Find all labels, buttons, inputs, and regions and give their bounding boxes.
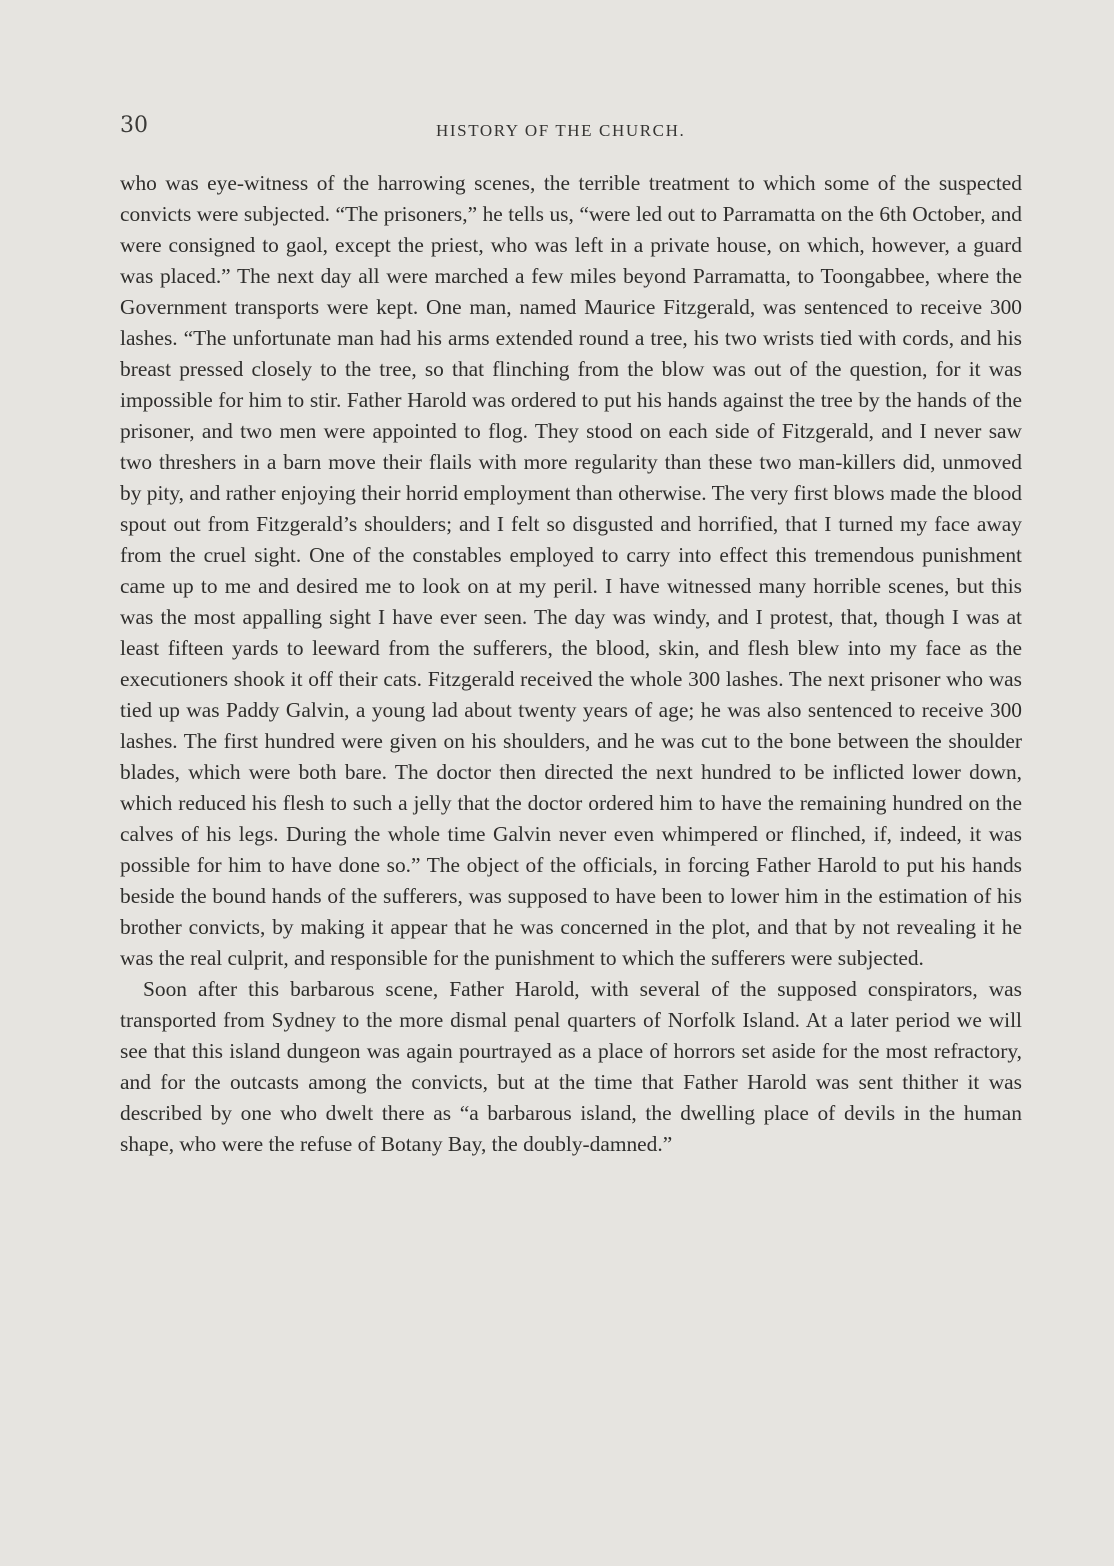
paragraph-continued: who was eye-witness of the harrowing scenes, the terrible treatment to which some of the suspected convicts were subjected. “The prisoners,” he tells us, “were led out to Parramatta on the 6th October, and were consigned to gaol, except the priest, who was left in a private house, on which, however, a guard was placed.” The next day all were marched a few miles beyond Parramatta, to Toongabbee, where the Government transports were kept. One man, named Maurice Fitzgerald, was sentenced to receive 300 lashes. “The unfortunate man had his arms extended round a tree, his two wrists tied with cords, and his breast pressed closely to the tree, so that flinching from the blow was out of the question, for it was impossible for him to stir. Father Harold was ordered to put his hands against the tree by the hands of the prisoner, and two men were appointed to flog. They stood on each side of Fitzgerald, and I never saw two threshers in a barn move their flails with more regularity than these two man-killers did, unmoved by pity, and rather enjoying their horrid employment than otherwise. The very first blows made the blood spout out from Fitzgerald’s shoulders; and I felt so disgusted and horrified, that I turned my face away from the cruel sight. One of the constables employed to carry into effect this tremendous punishment came up to me and desired me to look on at my peril. I have witnessed many horrible scenes, but this was the most appalling sight I have ever seen. The day was windy, and I protest, that, though I was at least fifteen yards to leeward from the sufferers, the blood, skin, and flesh blew into my face as the executioners shook it off their cats. Fitzgerald received the whole 300 lashes. The next prisoner who was tied up was Paddy Galvin, a young lad about twenty years of age; he was also sentenced to receive 300 lashes. The first hundred were given on his shoulders, and he was cut to the bone between the shoulder blades, which were both bare. The doctor then directed the next hundred to be inflicted lower down, which reduced his flesh to such a jelly that the doctor ordered him to have the remaining hundred on the calves of his legs. During the whole time Galvin never even whimpered or flinched, if, indeed, it was possible for him to have done so.” The object of the officials, in forcing Father Harold to put his hands beside the bound hands of the sufferers, was supposed to have been to lower him in the estimation of his brother convicts, by making it appear that he was concerned in the plot, and that by not revealing it he was the real culprit, and responsible for the punishment to which the sufferers were subjected. — [120, 171, 1022, 970]
body-text — [120, 168, 1022, 1160]
paragraph-norfolk-island: Soon after this barbarous scene, Father Harold, with several of the supposed conspirators, was transported from Sydney to the more dismal penal quarters of Norfolk Island. At a later period we will see that this island dungeon was again pourtrayed as a place of horrors set aside for the most refractory, and for the outcasts among the convicts, but at the time that Father Harold was sent thither it was described by one who dwelt there as “a barbarous island, the dwelling place of devils in the human shape, who were the refuse of Botany Bay, the doubly-damned.” — [120, 977, 1022, 1156]
page-number: 30 — [120, 113, 148, 138]
running-head: HISTORY OF THE CHURCH. — [436, 121, 686, 140]
